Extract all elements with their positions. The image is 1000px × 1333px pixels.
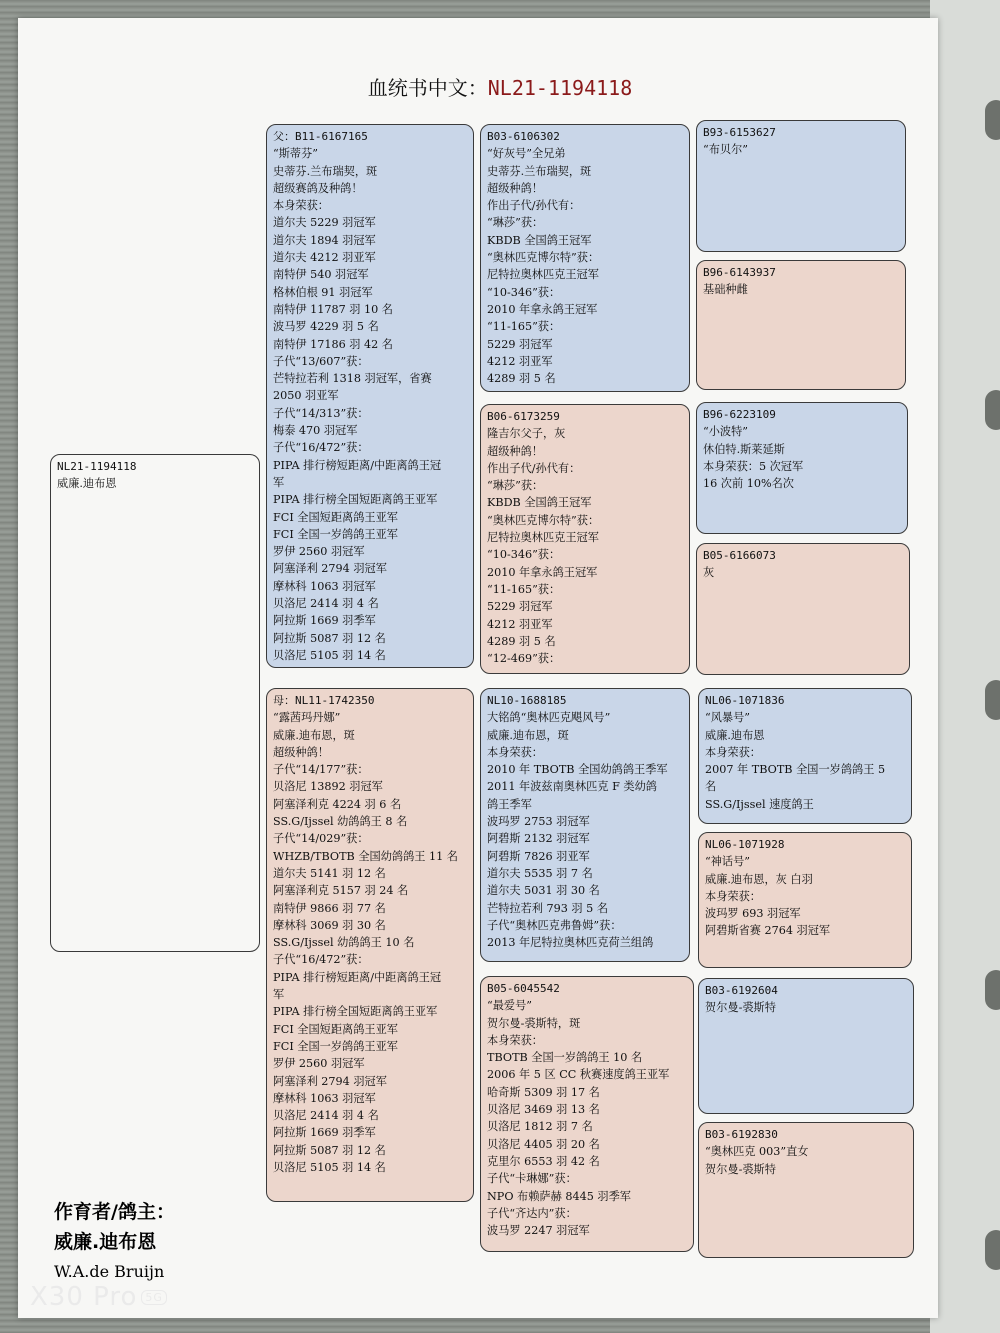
pedigree-line: 基础种雌 [703, 283, 748, 297]
pedigree-line: FCI 全国一岁鸽鸽王亚军 [273, 527, 398, 541]
pedigree-line: 摩林科 1063 羽冠军 [273, 1091, 376, 1105]
pedigree-line: 威廉.迪布恩 [57, 477, 117, 491]
pedigree-line: “11-165”获： [487, 582, 561, 596]
pedigree-line: “风暴号” [705, 711, 751, 725]
pedigree-line: 2050 羽亚军 [273, 389, 339, 403]
ring-number: NL06-1071836 [705, 694, 785, 707]
pedigree-line: 子代“16/472”获： [273, 441, 369, 455]
pedigree-line: 摩林科 3069 羽 30 名 [273, 918, 386, 932]
pedigree-line: 道尔夫 5141 羽 12 名 [273, 866, 386, 880]
pedigree-line: 道尔夫 5229 羽冠军 [273, 216, 376, 230]
pedigree-line: 威廉.迪布恩，斑 [273, 728, 355, 742]
title-pigeon-id: NL21-1194118 [487, 76, 633, 100]
pedigree-line: “奥林匹克博尔特”获： [487, 513, 600, 527]
pedigree-line: 芒特拉若利 1318 羽冠军，省赛 [273, 372, 432, 386]
pedigree-line: PIPA 排行榜全国短距离鸽王亚军 [273, 493, 438, 507]
binder-hole [985, 680, 1000, 720]
pedigree-line: 道尔夫 4212 羽亚军 [273, 251, 376, 265]
pedigree-line: FCI 全国一岁鸽鸽王亚军 [273, 1039, 398, 1053]
pedigree-line: KBDB 全国鸽王冠军 [487, 496, 592, 510]
pedigree-line: 波玛罗 693 羽冠军 [705, 907, 801, 921]
ring-number: B05-6166073 [703, 549, 776, 562]
pedigree-line: 贝洛尼 4405 羽 20 名 [487, 1137, 600, 1151]
binder-hole [985, 1230, 1000, 1270]
breeder-footer [54, 1198, 175, 1286]
great-grandparent-box-4 [696, 543, 910, 675]
pedigree-line: 本身荣获： [273, 199, 329, 213]
pedigree-line: 阿碧斯省赛 2764 羽冠军 [705, 924, 831, 938]
dam-sire-box [480, 688, 690, 962]
great-grandparent-box-7 [698, 978, 914, 1114]
pedigree-line: SS.G/Ijssel 幼鸽鸽王 10 名 [273, 936, 415, 950]
pedigree-line: 贝洛尼 13892 羽冠军 [273, 780, 383, 794]
great-grandparent-box-3 [696, 402, 908, 534]
pedigree-line: 南特伊 540 羽冠军 [273, 268, 369, 282]
great-grandparent-box-1 [696, 120, 906, 252]
pedigree-line: “最爱号” [487, 999, 533, 1013]
pedigree-line: 子代“14/177”获： [273, 763, 369, 777]
pedigree-line: WHZB/TBOTB 全国幼鸽鸽王 11 名 [273, 849, 458, 863]
pedigree-line: 贝洛尼 1812 羽 7 名 [487, 1120, 593, 1134]
pedigree-line: “奥林匹克 003”直女 [705, 1145, 809, 1159]
pedigree-line: 贝洛尼 5105 羽 14 名 [273, 648, 386, 662]
pedigree-line: 威廉.迪布恩，斑 [487, 728, 569, 742]
pedigree-line: 子代“奥林匹克弗鲁姆”获： [487, 918, 622, 932]
ring-number: 父：B11-6167165 [273, 130, 368, 143]
pedigree-line: 哈奇斯 5309 羽 17 名 [487, 1085, 600, 1099]
pedigree-line: 波马罗 2247 羽冠军 [487, 1224, 590, 1238]
pedigree-line: 梅泰 470 羽冠军 [273, 424, 358, 438]
pedigree-line: 波马罗 4229 羽 5 名 [273, 320, 379, 334]
pedigree-line: 本身荣获： [705, 889, 761, 903]
pedigree-line: “斯蒂芬” [273, 147, 319, 161]
pedigree-line: 阿塞泽利克 5157 羽 24 名 [273, 884, 409, 898]
pedigree-line: 本身荣获：5 次冠军 [703, 459, 804, 473]
pedigree-line: 4212 羽亚军 [487, 354, 553, 368]
pedigree-line: 罗伊 2560 羽冠军 [273, 1057, 365, 1071]
ring-number: NL06-1071928 [705, 838, 785, 851]
pedigree-line: 阿拉斯 5087 羽 12 名 [273, 631, 386, 645]
pedigree-line: “11-165”获： [487, 320, 561, 334]
camera-badge: 5G [141, 1290, 167, 1305]
pedigree-line: 威廉.迪布恩 [705, 728, 765, 742]
pedigree-line: 克里尔 6553 羽 42 名 [487, 1154, 600, 1168]
pedigree-line: 尼特拉奥林匹克王冠军 [487, 268, 599, 282]
ring-number: B03-6192604 [705, 984, 778, 997]
ring-number: B96-6143937 [703, 266, 776, 279]
pedigree-line: “10-346”获： [487, 285, 561, 299]
pedigree-line: 军 [273, 988, 285, 1002]
pedigree-line: 军 [273, 475, 285, 489]
pedigree-line: 大铭鸽“奥林匹克飓风号” [487, 711, 611, 725]
pedigree-line: 波玛罗 2753 羽冠军 [487, 815, 590, 829]
pedigree-line: “奥林匹克博尔特”获： [487, 251, 600, 265]
pedigree-line: 2010 年拿永鸽王冠军 [487, 302, 598, 316]
pedigree-line: 超级赛鸽及种鸽！ [273, 181, 363, 195]
great-grandparent-box-6 [698, 832, 912, 968]
breeder-name-cn: 威廉.迪布恩 [54, 1231, 157, 1253]
pedigree-line: TBOTB 全国一岁鸽鸽王 10 名 [487, 1051, 643, 1065]
pedigree-line: 南特伊 9866 羽 77 名 [273, 901, 386, 915]
title-label: 血统书中文： [367, 76, 488, 100]
pedigree-line: 子代“齐达内”获： [487, 1206, 577, 1220]
pedigree-line: 道尔夫 5031 羽 30 名 [487, 884, 600, 898]
pedigree-line: “小波特” [703, 425, 749, 439]
great-grandparent-box-8 [698, 1122, 914, 1258]
pedigree-line: 阿拉斯 1669 羽季军 [273, 614, 376, 628]
pedigree-line: 罗伊 2560 羽冠军 [273, 545, 365, 559]
pedigree-line: 子代“13/607”获： [273, 354, 369, 368]
ring-number: NL10-1688185 [487, 694, 567, 707]
pedigree-line: 本身荣获： [487, 1033, 543, 1047]
pedigree-line: 贝洛尼 2414 羽 4 名 [273, 1109, 379, 1123]
pedigree-line: “布贝尔” [703, 143, 749, 157]
pedigree-line: 子代“16/472”获： [273, 953, 369, 967]
pedigree-line: PIPA 排行榜短距离/中距离鸽王冠 [273, 970, 442, 984]
pedigree-line: “12-469”获： [487, 652, 561, 666]
ring-number: B05-6045542 [487, 982, 560, 995]
pedigree-line: 贺尔曼-裘斯特 [705, 1162, 776, 1176]
binder-hole [985, 100, 1000, 140]
pedigree-line: 威廉.迪布恩，灰 白羽 [705, 872, 813, 886]
pedigree-line: 贺尔曼-裘斯特 [705, 1001, 776, 1015]
pedigree-line: 本身荣获： [487, 745, 543, 759]
pedigree-line: “琳莎”获： [487, 216, 544, 230]
pedigree-line: 2010 年拿永鸽王冠军 [487, 565, 598, 579]
pedigree-line: 鸽王季军 [487, 797, 532, 811]
pedigree-line: 阿塞泽利 2794 羽冠军 [273, 562, 387, 576]
pedigree-line: 4212 羽亚军 [487, 617, 553, 631]
pedigree-line: 4289 羽 5 名 [487, 372, 556, 386]
pedigree-line: 作出子代/孙代有： [487, 199, 581, 213]
pedigree-line: 摩林科 1063 羽冠军 [273, 579, 376, 593]
breeder-name-en: W.A.de Bruijn [54, 1262, 165, 1281]
pedigree-line: 贝洛尼 5105 羽 14 名 [273, 1161, 386, 1175]
pedigree-line: 名 [705, 780, 717, 794]
sire-box [266, 124, 474, 668]
pedigree-line: FCI 全国短距离鸽王亚军 [273, 510, 398, 524]
pedigree-line: 子代“14/313”获： [273, 406, 369, 420]
ring-number: B03-6106302 [487, 130, 560, 143]
pedigree-line: 子代“14/029”获： [273, 832, 369, 846]
dam-dam-box [480, 976, 694, 1252]
pedigree-line: “露茜玛丹娜” [273, 711, 341, 725]
pedigree-line: 史蒂芬.兰布瑞契，斑 [487, 164, 592, 178]
pedigree-line: 子代“卡琳娜”获： [487, 1172, 577, 1186]
ring-number: 母：NL11-1742350 [273, 694, 375, 707]
pedigree-line: 史蒂芬.兰布瑞契，斑 [273, 164, 378, 178]
binder-hole [985, 390, 1000, 430]
page-title [0, 72, 1000, 101]
plastic-sleeve [930, 0, 1000, 1333]
pedigree-line: KBDB 全国鸽王冠军 [487, 233, 592, 247]
ring-number: NL21-1194118 [57, 460, 137, 473]
ring-number: B06-6173259 [487, 410, 560, 423]
pedigree-line: 道尔夫 5535 羽 7 名 [487, 866, 593, 880]
pedigree-line: 16 次前 10%名次 [703, 477, 794, 491]
pedigree-line: 贝洛尼 3469 羽 13 名 [487, 1103, 600, 1117]
pedigree-line: 贺尔曼-裘斯特，斑 [487, 1016, 581, 1030]
pedigree-line: “琳莎”获： [487, 479, 544, 493]
sire-sire-box [480, 124, 690, 392]
pedigree-line: 阿塞泽利 2794 羽冠军 [273, 1074, 387, 1088]
binder-hole [985, 970, 1000, 1010]
ring-number: B96-6223109 [703, 408, 776, 421]
pedigree-line: 阿拉斯 1669 羽季军 [273, 1126, 376, 1140]
great-grandparent-box-2 [696, 260, 906, 390]
pedigree-line: 2010 年 TBOTB 全国幼鸽鸽王季军 [487, 763, 668, 777]
pedigree-line: 尼特拉奥林匹克王冠军 [487, 531, 599, 545]
pedigree-line: 作出子代/孙代有： [487, 461, 581, 475]
pedigree-line: 隆吉尔父子，灰 [487, 427, 566, 441]
great-grandparent-box-5 [698, 688, 912, 824]
ring-number: B03-6192830 [705, 1128, 778, 1141]
pedigree-line: 本身荣获： [705, 745, 761, 759]
pedigree-line: 南特伊 17186 羽 42 名 [273, 337, 393, 351]
subject-pigeon-box [50, 454, 260, 952]
pedigree-line: 贝洛尼 2414 羽 4 名 [273, 597, 379, 611]
pedigree-line: 休伯特.斯莱延斯 [703, 442, 785, 456]
pedigree-line: 道尔夫 1894 羽冠军 [273, 233, 376, 247]
pedigree-line: 阿碧斯 2132 羽冠军 [487, 832, 590, 846]
pedigree-line: 超级种鸽！ [487, 181, 543, 195]
pedigree-line: “10-346”获： [487, 548, 561, 562]
pedigree-line: 2007 年 TBOTB 全国一岁鸽鸽王 5 [705, 763, 886, 777]
camera-model: X30 Pro [30, 1282, 138, 1312]
pedigree-line: PIPA 排行榜短距离/中距离鸽王冠 [273, 458, 442, 472]
pedigree-line: PIPA 排行榜全国短距离鸽王亚军 [273, 1005, 438, 1019]
breeder-label: 作育者/鸽主： [54, 1201, 175, 1223]
pedigree-line: “神话号” [705, 855, 751, 869]
pedigree-line: “好灰号”全兄弟 [487, 147, 566, 161]
pedigree-line: 超级种鸽！ [273, 745, 329, 759]
sire-dam-box [480, 404, 690, 674]
dam-box [266, 688, 474, 1202]
pedigree-line: SS.G/Ijssel 幼鸽鸽王 8 名 [273, 815, 408, 829]
pedigree-line: SS.G/Ijssel 速度鸽王 [705, 797, 814, 811]
pedigree-line: 灰 [703, 566, 715, 580]
pedigree-line: 2013 年尼特拉奥林匹克荷兰组鸽 [487, 936, 654, 950]
pedigree-line: 南特伊 11787 羽 10 名 [273, 302, 393, 316]
pedigree-line: 5229 羽冠军 [487, 337, 553, 351]
pedigree-line: 5229 羽冠军 [487, 600, 553, 614]
ring-number: B93-6153627 [703, 126, 776, 139]
pedigree-line: 超级种鸽！ [487, 444, 543, 458]
camera-watermark [30, 1282, 167, 1312]
pedigree-line: 2006 年 5 区 CC 秋赛速度鸽王亚军 [487, 1068, 670, 1082]
pedigree-line: 阿塞泽利克 4224 羽 6 名 [273, 797, 402, 811]
pedigree-line: 4289 羽 5 名 [487, 634, 556, 648]
pedigree-line: 2011 年波兹南奥林匹克 F 类幼鸽 [487, 780, 657, 794]
pedigree-line: 格林伯根 91 羽冠军 [273, 285, 373, 299]
pedigree-line: 芒特拉若利 793 羽 5 名 [487, 901, 609, 915]
pedigree-line: NPO 布赖萨赫 8445 羽季军 [487, 1189, 631, 1203]
pedigree-line: FCI 全国短距离鸽王亚军 [273, 1022, 398, 1036]
pedigree-line: 阿拉斯 5087 羽 12 名 [273, 1143, 386, 1157]
pedigree-line: 阿碧斯 7826 羽亚军 [487, 849, 590, 863]
